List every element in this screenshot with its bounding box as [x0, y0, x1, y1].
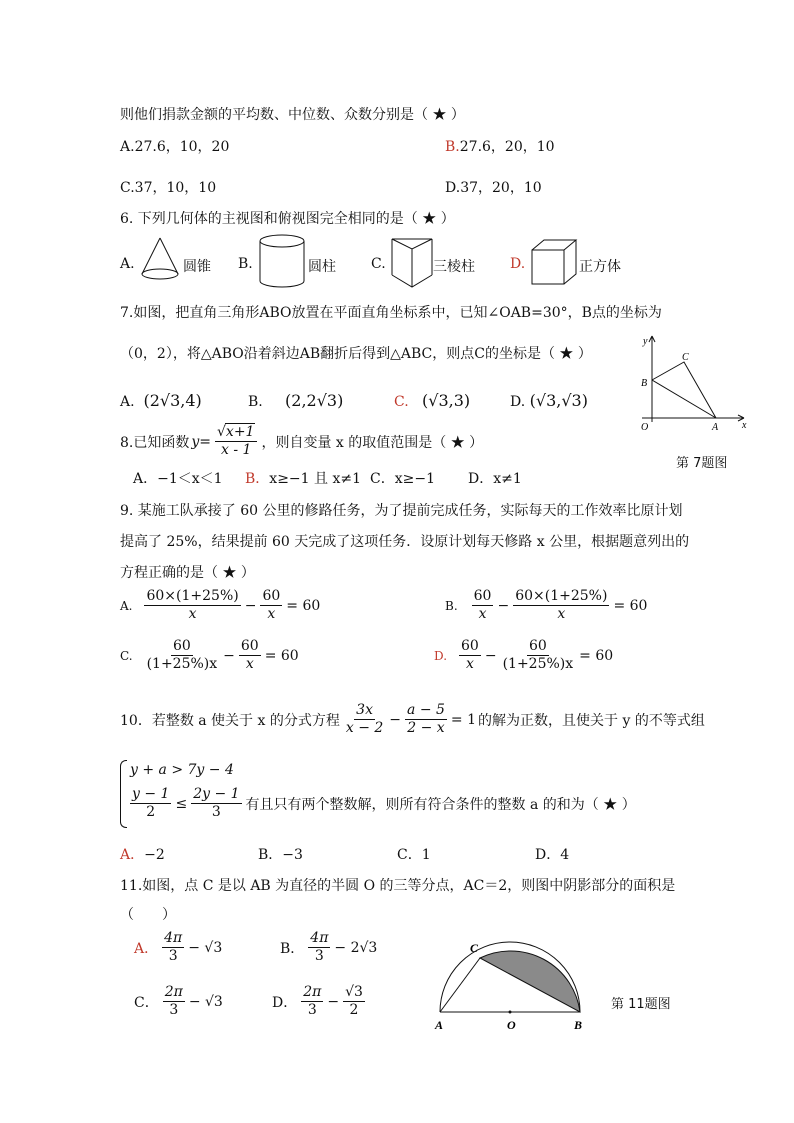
cylinder-icon [257, 233, 307, 289]
point-c-label: C [470, 941, 479, 955]
q8-option-a[interactable]: A．−1＜x＜1 [133, 471, 223, 487]
q5-stem: 则他们捐款金额的平均数、中位数、众数分别是（ ★ ） [120, 107, 465, 123]
point-a-label: A [712, 422, 719, 433]
q10-system-brace [120, 760, 127, 828]
q9-option-c[interactable]: C. $\frac{60}{(1+25\%)x}$ − $\frac{60}{x}$ = 60 [120, 638, 299, 672]
q9-option-b[interactable]: B. $\frac{60}{x}$ − $\frac{60\times(1+25\%)}{x}$ = 60 [445, 588, 648, 622]
q6-option-a-name: 圆锥 [183, 259, 211, 275]
q7-line1: 7.如图，把直角三角形ABO放置在平面直角坐标系中，已知∠OAB=30°，B点的坐标为 [120, 305, 662, 321]
q6-option-b-label[interactable]: B. [238, 256, 253, 272]
q10-option-b[interactable]: B．−3 [258, 847, 303, 863]
q5-option-b[interactable]: B.27.6，20，10 [445, 139, 555, 155]
q7-option-c[interactable]: C. (√3,3) [394, 391, 471, 410]
q5-option-c[interactable]: C.37，10，10 [120, 180, 217, 196]
q9-option-a[interactable]: A. $\frac{60\times(1+25\%)}{x}$ − $\frac{60}{x}$ = 60 [120, 588, 321, 622]
q7-option-a[interactable]: A. (2√3,4) [120, 391, 202, 410]
q10-system-line2: $\frac{y - 1}{2}$ ≤ $\frac{2y - 1}{3}$ 有且只有两个整数解，则所有符合条件的整数 a 的和为（ ★ ） [132, 786, 636, 820]
q9-option-d[interactable]: D. $\frac{60}{x}$ − $\frac{60}{(1+25\%)x}$ = 60 [434, 638, 614, 672]
q8-option-c[interactable]: C．x≥−1 [370, 471, 435, 487]
q9-line1: 9. 某施工队承接了 60 公里的修路任务，为了提前完成任务，实际每天的工作效率比原计划 [120, 503, 683, 519]
q11-line2: （ ） [120, 907, 176, 923]
q6-stem: 6. 下列几何体的主视图和俯视图完全相同的是（ ★ ） [120, 211, 455, 227]
q6-option-d-label[interactable]: D. [510, 256, 526, 272]
q11-option-a[interactable]: A． $\frac{4\pi}{3}$ − √3 [134, 930, 223, 964]
q6-option-c-label[interactable]: C. [371, 256, 386, 272]
y-axis-label: y [643, 336, 648, 347]
q5-option-a[interactable]: A.27.6，10，20 [120, 139, 230, 155]
q10-option-d[interactable]: D．4 [535, 847, 570, 863]
point-c-label: C [682, 352, 689, 363]
q7-option-d[interactable]: D. (√3,√3) [510, 391, 588, 410]
q6-option-d-name: 正方体 [579, 259, 621, 275]
q9-line3: 方程正确的是（ ★ ） [120, 565, 255, 581]
triangular-prism-icon [390, 235, 434, 289]
q10-option-c[interactable]: C．1 [397, 847, 431, 863]
q7-figure-caption: 第 7题图 [676, 456, 728, 471]
q7-line2: （0，2），将△ABO沿着斜边AB翻折后得到△ABC，则点C的坐标是（ ★ ） [120, 346, 592, 362]
point-a-label: A [435, 1018, 444, 1032]
q10-option-a[interactable]: A．−2 [120, 847, 165, 863]
q11-line1: 11.如图，点 C 是以 AB 为直径的半圆 O 的三等分点，AC＝2，则图中阴影部分的面积是 [120, 878, 676, 894]
origin-label: O [641, 422, 649, 433]
q11-figure-caption: 第 11题图 [611, 997, 671, 1012]
q7-figure [636, 330, 754, 434]
q11-figure [430, 936, 590, 1034]
q11-option-c[interactable]: C． $\frac{2\pi}{3}$ − √3 [134, 984, 223, 1018]
q11-option-b[interactable]: B． $\frac{4\pi}{3}$ − 2√3 [280, 930, 378, 964]
cube-icon [530, 238, 578, 288]
q11-option-d[interactable]: D． $\frac{2\pi}{3}$ − $\frac{√3}{2}$ [272, 984, 363, 1018]
q6-option-c-name: 三棱柱 [433, 259, 475, 275]
q8-option-b[interactable]: B．x≥−1 且 x≠1 [245, 471, 361, 487]
q7-option-b[interactable]: B. (2,2√3) [248, 391, 344, 410]
q6-option-a-label[interactable]: A. [120, 256, 135, 272]
x-axis-label: x [742, 420, 747, 431]
point-b-label: B [641, 378, 648, 389]
q10-stem: 10．若整数 a 使关于 x 的分式方程 $\frac{3x}{x - 2}$ − $\frac{a - 5}{2 - x}$ = 1 的解为正数，且使关于 y 的不等式组 [120, 702, 705, 736]
q5-option-d[interactable]: D.37，20，10 [445, 180, 542, 196]
point-b-label: B [574, 1018, 583, 1032]
q8-option-d[interactable]: D．x≠1 [468, 471, 522, 487]
q10-system-line1: y + a > 7y − 4 [130, 762, 234, 778]
q6-option-b-name: 圆柱 [308, 259, 336, 275]
q9-line2: 提高了 25%，结果提前 60 天完成了这项任务．设原计划每天修路 x 公里，根据题意列出的 [120, 534, 690, 550]
cone-icon [138, 236, 182, 284]
point-o-label: O [507, 1018, 516, 1032]
q8-stem: 8.已知函数 y= $\frac{√x+1}{x - 1}$ ，则自变量 x 的取值范围是（ ★ ） [120, 424, 484, 458]
